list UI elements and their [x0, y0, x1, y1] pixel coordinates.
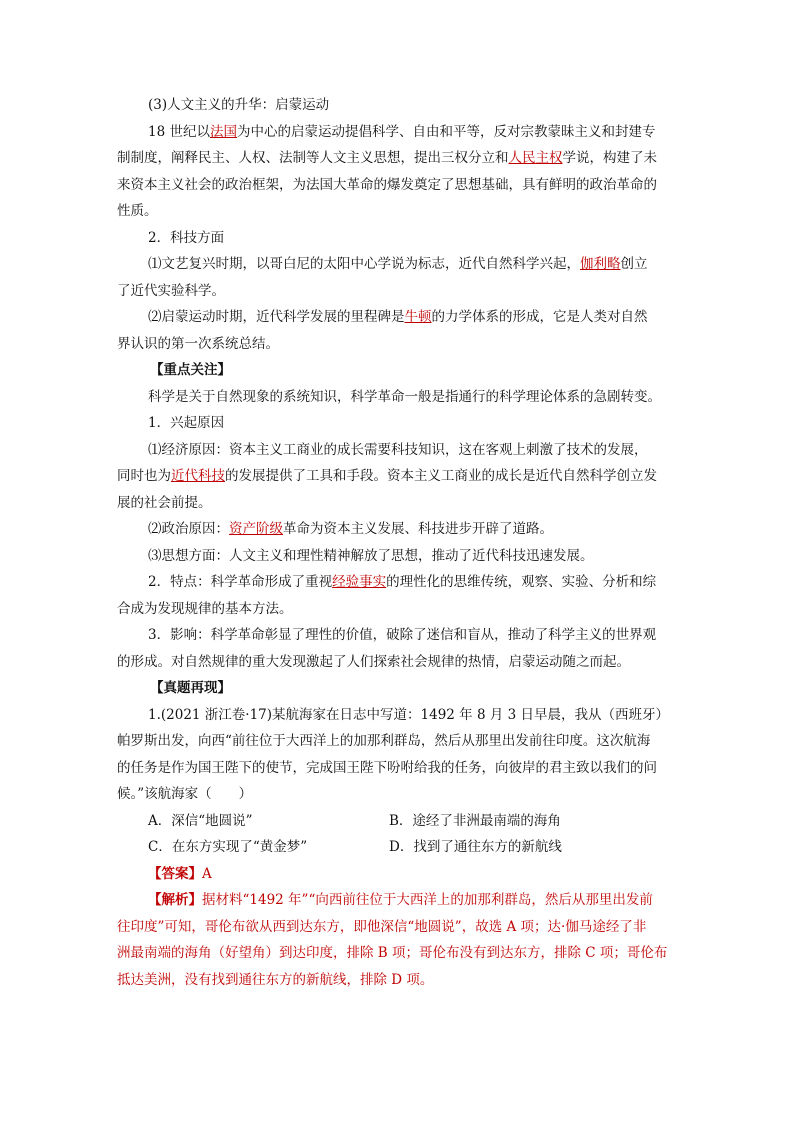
option-a[interactable]: A．深信“地圆说”: [148, 812, 253, 829]
paragraph-political-cause: ⑵政治原因：资产阶级革命为资本主义发展、科技进步开辟了道路。: [148, 521, 553, 537]
link-bourgeoisie[interactable]: 资产阶级: [229, 521, 283, 537]
document-content: [117, 92, 677, 993]
options-row-2: [117, 834, 677, 861]
link-popular-sovereignty[interactable]: 人民主权: [508, 150, 563, 166]
rise-heading: 1．兴起原因: [148, 415, 225, 431]
link-modern-tech[interactable]: 近代科技: [171, 468, 225, 484]
paragraph-enlightenment: 18 世纪以法国为中心的启蒙运动提倡科学、自由和平等，反对宗教蒙昧主义和封建专 制制度，阐释民主、人权、法制等人文主义思想，提出三权分立和人民主权学说，构建了未 来资本主义社会的政治框架，为法国大革命的爆发奠定了思想基础，具有鲜明的政治革命的 性质。: [117, 123, 657, 219]
paragraph-impact: 3．影响：科学革命彰显了理性的价值，破除了迷信和盲从，推动了科学主义的世界观 的形成。对自然规律的重大发现激起了人们探索社会规律的热情，启蒙运动随之而起。: [117, 627, 657, 670]
paragraph-enlightenment-science: ⑵启蒙运动时期，近代科学发展的里程碑是牛顿的力学体系的形成，它是人类对自然 界认识的第一次系统总结。: [117, 309, 648, 352]
link-newton[interactable]: 牛顿: [404, 309, 432, 325]
link-galileo[interactable]: 伽利略: [580, 256, 621, 272]
question-1: 1.(2021 浙江卷·17)某航海家在日志中写道：1492 年 8 月 3 日早晨，我从（西班牙） 帕罗斯出发，向西“前往位于大西洋上的加那利群岛，然后从那里出发前往印度。这次航海 的任务是作为国王陛下的使节，完成国王陛下吩咐给我的任务，向彼岸的君主致以我们的问 候。”该航海家（ ）: [117, 706, 670, 802]
paragraph-ideological-cause: ⑶思想方面：人文主义和理性精神解放了思想，推动了近代科技迅速发展。: [148, 547, 594, 564]
option-c[interactable]: C．在东方实现了“黄金梦”: [148, 839, 308, 855]
link-france[interactable]: 法国: [209, 123, 237, 140]
answer-line: [117, 861, 677, 888]
analysis-paragraph: 【解析】据材料“1492 年”“向西前往位于大西洋上的加那利群岛，然后从那里出发前 往印度”可知，哥伦布欲从西到达东方，即他深信“地圆说”，故选 A 项；达·伽马途经了非 洲最南端的海角（好望角）到达印度，排除 B 项；哥伦布没有到达东方，排除 C 项；哥伦布 抵达美洲，没有找到通往东方的新航线，排除 D 项。: [117, 892, 668, 988]
options-row-1: [117, 808, 677, 835]
paragraph-features: 2．特点：科学革命形成了重视经验事实的理性化的思维传统，观察、实验、分析和综 合成为发现规律的基本方法。: [117, 574, 657, 617]
section-heading-enlightenment: (3)人文主义的升华：启蒙运动: [148, 97, 330, 113]
link-empirical-facts[interactable]: 经验事实: [332, 574, 387, 590]
focus-intro: 科学是关于自然现象的系统知识，科学革命一般是指通行的科学理论体系的急剧转变。: [148, 388, 661, 405]
paragraph-economic-cause: ⑴经济原因：资本主义工商业的成长需要科技知识，这在客观上刺激了技术的发展， 同时也为近代科技的发展提供了工具和手段。资本主义工商业的成长是近代自然科学创立发 展的社会前提。: [117, 441, 657, 511]
real-exam-heading: 【真题再现】: [150, 680, 231, 696]
answer-value: A: [202, 865, 212, 882]
focus-heading: 【重点关注】: [150, 362, 231, 378]
analysis-label: 【解析】: [148, 892, 202, 908]
option-d[interactable]: D．找到了通往东方的新航线: [389, 839, 562, 855]
option-b[interactable]: B．途经了非洲最南端的海角: [389, 812, 561, 829]
section-heading-technology: 2．科技方面: [148, 229, 225, 246]
paragraph-renaissance-science: ⑴文艺复兴时期，以哥白尼的太阳中心学说为标志，近代自然科学兴起，伽利略创立 了近代实验科学。: [117, 256, 648, 299]
answer-label: 【答案】: [148, 865, 202, 882]
